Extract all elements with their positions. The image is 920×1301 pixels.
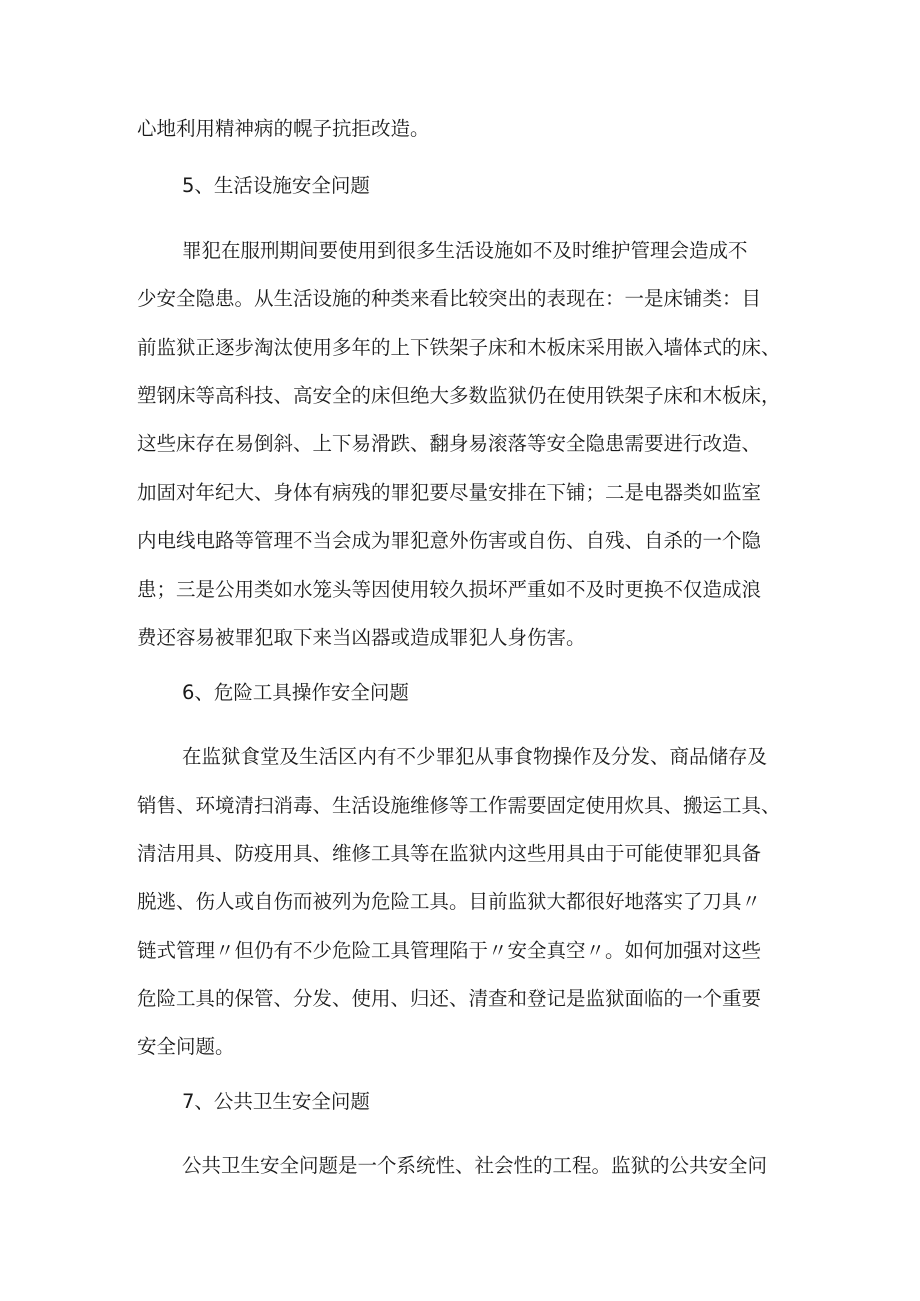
paragraph-line: 清洁用具、防疫用具、维修工具等在监狱内这些用具由于可能使罪犯具备 — [137, 842, 762, 865]
paragraph-line: 患；三是公用类如水笼头等因使用较久损坏严重如不及时更换不仅造成浪 — [137, 578, 762, 601]
paragraph-line: 前监狱正逐步淘汰使用多年的上下铁架子床和木板床采用嵌入墙体式的床、 — [137, 336, 781, 359]
paragraph-line: 内电线电路等管理不当会成为罪犯意外伤害或自伤、自残、自杀的一个隐 — [137, 529, 762, 552]
paragraph-line: 这些床存在易倒斜、上下易滑跌、翻身易滚落等安全隐患需要进行改造、 — [137, 432, 762, 455]
paragraph-line: 脱逃、伤人或自伤而被列为危险工具。目前监狱大都很好地落实了刀具〃 — [137, 890, 762, 913]
paragraph-line: 安全问题。 — [137, 1035, 235, 1058]
paragraph-line: 危险工具的保管、分发、使用、归还、清查和登记是监狱面临的一个重要 — [137, 987, 762, 1010]
section-heading: 5、生活设施安全问题 — [182, 174, 370, 197]
paragraph-line: 销售、环境清扫消毒、生活设施维修等工作需要固定使用炊具、搬运工具、 — [137, 794, 781, 817]
paragraph-line: 费还容易被罪犯取下来当凶器或造成罪犯人身伤害。 — [137, 626, 586, 649]
paragraph-line: 公共卫生安全问题是一个系统性、社会性的工程。监狱的公共安全问 — [182, 1154, 768, 1177]
section-heading: 6、危险工具操作安全问题 — [182, 681, 409, 704]
paragraph-line: 心地利用精神病的幌子抗拒改造。 — [137, 117, 430, 140]
paragraph-line: 在监狱食堂及生活区内有不少罪犯从事食物操作及分发、商品储存及 — [182, 745, 768, 768]
paragraph-line: 少安全隐患。从生活设施的种类来看比较突出的表现在：一是床铺类：目 — [137, 287, 762, 310]
paragraph-line: 链式管理〃但仍有不少危险工具管理陷于〃安全真空〃。如何加强对这些 — [137, 939, 762, 962]
section-heading: 7、公共卫生安全问题 — [182, 1090, 370, 1113]
paragraph-line: 塑钢床等高科技、高安全的床但绝大多数监狱仍在使用铁架子床和木板床， — [137, 384, 781, 407]
paragraph-line: 加固对年纪大、身体有病残的罪犯要尽量安排在下铺；二是电器类如监室 — [137, 481, 762, 504]
paragraph-line: 罪犯在服刑期间要使用到很多生活设施如不及时维护管理会造成不 — [182, 239, 748, 262]
